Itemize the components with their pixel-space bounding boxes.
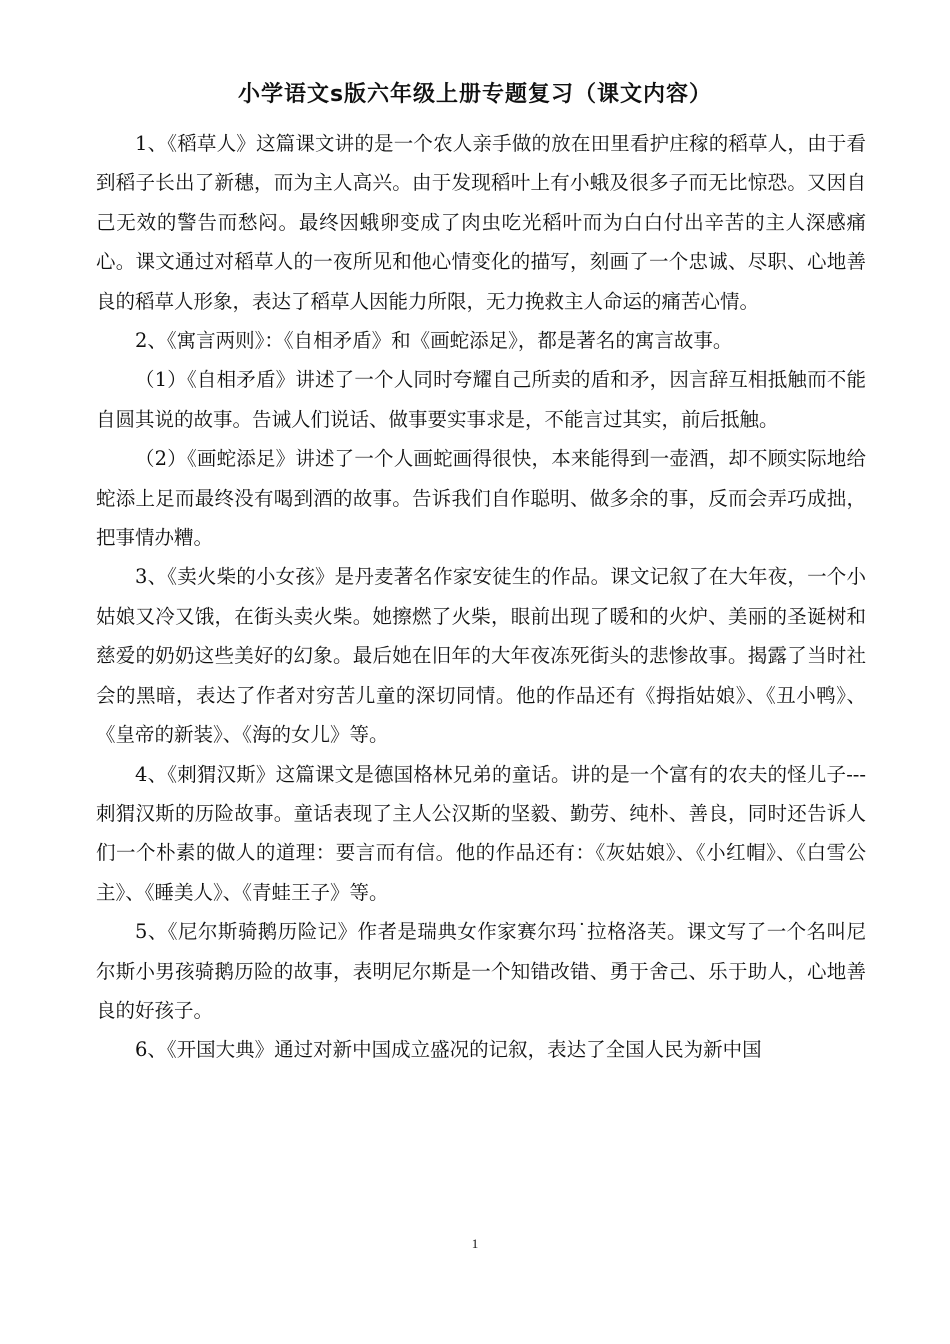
paragraph-self-contradiction: （1）《自相矛盾》讲述了一个人同时夸耀自己所卖的盾和矛，因言辞互相抵触而不能自圆其说的故事。告诫人们说话、做事要实事求是，不能言过其实，前后抵触。: [96, 368, 866, 431]
paragraph-scarecrow: 1、《稻草人》这篇课文讲的是一个农人亲手做的放在田里看护庄稼的稻草人，由于看到稻子长出了新穗，而为主人高兴。由于发现稻叶上有小蛾及很多子而无比惊恐。又因自己无效的警告而愁闷。最终因蛾卵变成了肉虫吃光稻叶而为白白付出辛苦的主人深感痛心。课文通过对稻草人的一夜所见和他心情变化的描写，刻画了一个忠诚、尽职、心地善良的稻草人形象，表达了稻草人因能力所限，无力挽救主人命运的痛苦心情。: [96, 132, 866, 313]
paragraph-hedgehog-hans: 4、《刺猬汉斯》这篇课文是德国格林兄弟的童话。讲的是一个富有的农夫的怪儿子---刺猬汉斯的历险故事。童话表现了主人公汉斯的坚毅、勤劳、纯朴、善良，同时还告诉人们一个朴素的做人的道理：要言而有信。他的作品还有：《灰姑娘》、《小红帽》、《白雪公主》、《睡美人》、《青蛙王子》等。: [96, 762, 866, 904]
paragraph-founding-ceremony: 6、《开国大典》通过对新中国成立盛况的记叙，表达了全国人民为新中国: [135, 1038, 762, 1062]
paragraph-two-fables: 2、《寓言两则》：《自相矛盾》和《画蛇添足》，都是著名的寓言故事。: [135, 329, 733, 353]
document-title: 小学语文s版六年级上册专题复习（课文内容）: [237, 82, 713, 107]
paragraph-snake-feet: （2）《画蛇添足》讲述了一个人画蛇画得很快，本来能得到一壶酒，却不顾实际地给蛇添上足而最终没有喝到酒的故事。告诉我们自作聪明、做多余的事，反而会弄巧成拙，把事情办糟。: [96, 447, 866, 550]
page-number: 1: [471, 1236, 479, 1251]
document-body: [96, 124, 866, 1070]
paragraph-nils: 5、《尼尔斯骑鹅历险记》作者是瑞典女作家赛尔玛˙拉格洛芙。课文写了一个名叫尼尔斯小男孩骑鹅历险的故事，表明尼尔斯是一个知错改错、勇于舍己、乐于助人，心地善良的好孩子。: [96, 920, 866, 1022]
paragraph-match-girl: 3、《卖火柴的小女孩》是丹麦著名作家安徒生的作品。课文记叙了在大年夜，一个小姑娘又冷又饿，在街头卖火柴。她擦燃了火柴，眼前出现了暖和的火炉、美丽的圣诞树和慈爱的奶奶这些美好的幻象。最后她在旧年的大年夜冻死街头的悲惨故事。揭露了当时社会的黑暗，表达了作者对穷苦儿童的深切同情。他的作品还有《拇指姑娘》、《丑小鸭》、《皇帝的新装》、《海的女儿》等。: [96, 565, 866, 747]
